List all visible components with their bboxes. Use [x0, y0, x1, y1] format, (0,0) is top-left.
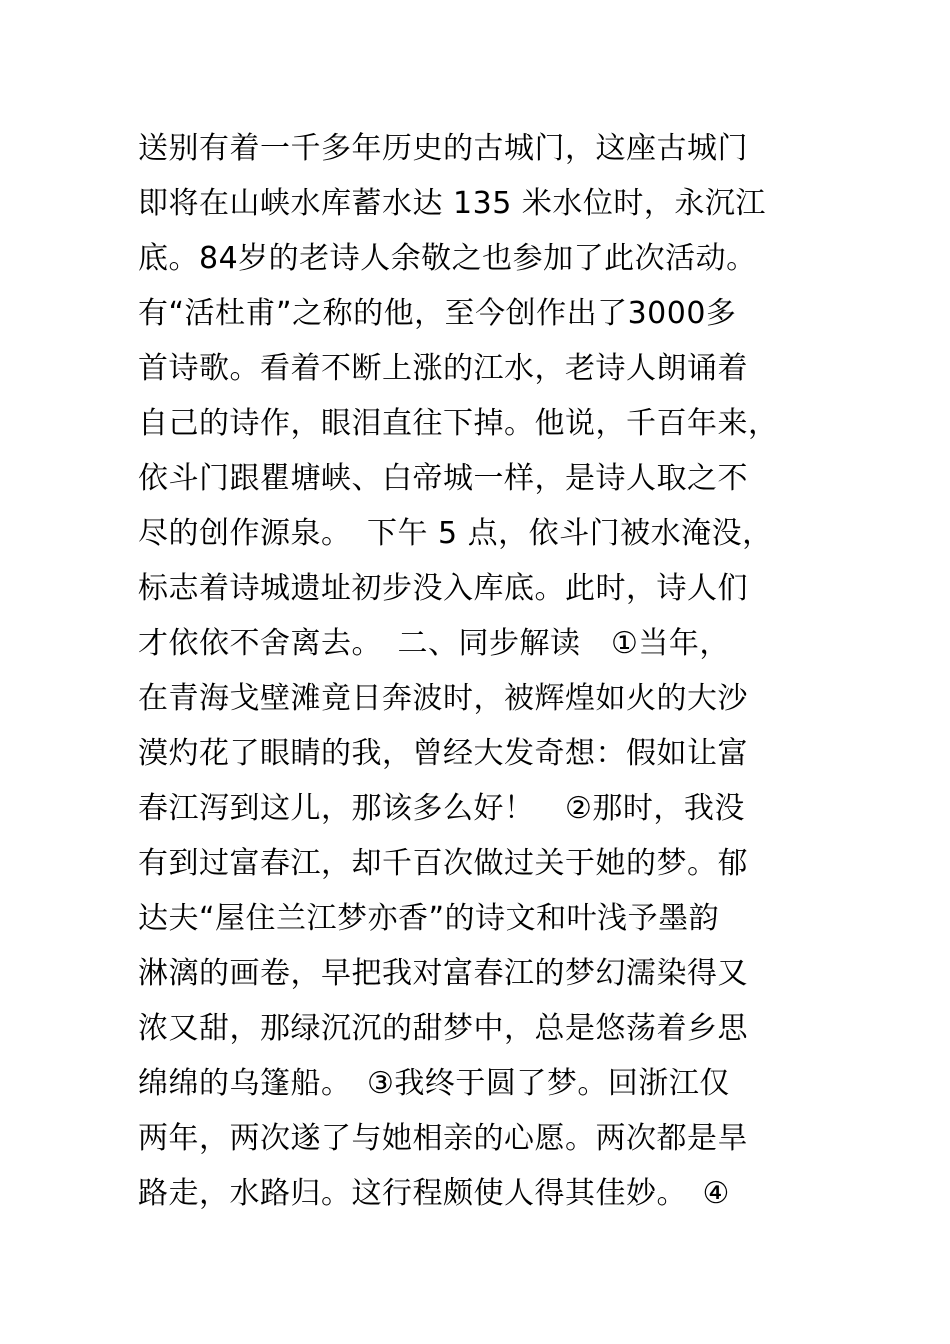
text-line: 漠灼花了眼睛的我，曾经大发奇想：假如让富 — [138, 736, 748, 771]
text-line: 首诗歌。看着不断上涨的江水，老诗人朗诵着 — [138, 351, 748, 386]
text-line: 两年，两次遂了与她相亲的心愿。两次都是旱 — [138, 1121, 748, 1156]
body-text — [138, 121, 838, 1221]
text-line: 底。84岁的老诗人余敬之也参加了此次活动。 — [138, 241, 757, 276]
text-line: 春江泻到这儿，那该多么好！ ②那时，我没 — [138, 791, 745, 826]
text-line: 送别有着一千多年历史的古城门，这座古城门 — [138, 131, 748, 166]
text-line: 路走，水路归。这行程颇使人得其佳妙。 ④ — [138, 1176, 730, 1211]
text-line: 绵绵的乌篷船。 ③我终于圆了梦。回浙江仅 — [138, 1066, 730, 1101]
text-line: 浓又甜，那绿沉沉的甜梦中，总是悠荡着乡思 — [138, 1011, 748, 1046]
text-line: 才依依不舍离去。 二、同步解读 ①当年， — [138, 626, 730, 661]
text-line: 淋漓的画卷，早把我对富春江的梦幻濡染得又 — [138, 956, 748, 991]
text-line: 有“活杜甫”之称的他，至今创作出了3000多 — [138, 296, 737, 331]
text-line: 自己的诗作，眼泪直往下掉。他说，千百年来， — [138, 406, 779, 441]
text-line: 在青海戈壁滩竟日奔波时，被辉煌如火的大沙 — [138, 681, 748, 716]
text-line: 依斗门跟瞿塘峡、白帝城一样，是诗人取之不 — [138, 461, 748, 496]
text-line: 达夫“屋住兰江梦亦香”的诗文和叶浅予墨韵 — [138, 901, 720, 936]
text-line: 即将在山峡水库蓄水达 135 米水位时，永沉江 — [138, 186, 766, 221]
text-line: 标志着诗城遗址初步没入库底。此时，诗人们 — [138, 571, 748, 606]
text-line: 尽的创作源泉。 下午 5 点，依斗门被水淹没， — [138, 516, 773, 551]
text-line: 有到过富春江，却千百次做过关于她的梦。郁 — [138, 846, 748, 881]
